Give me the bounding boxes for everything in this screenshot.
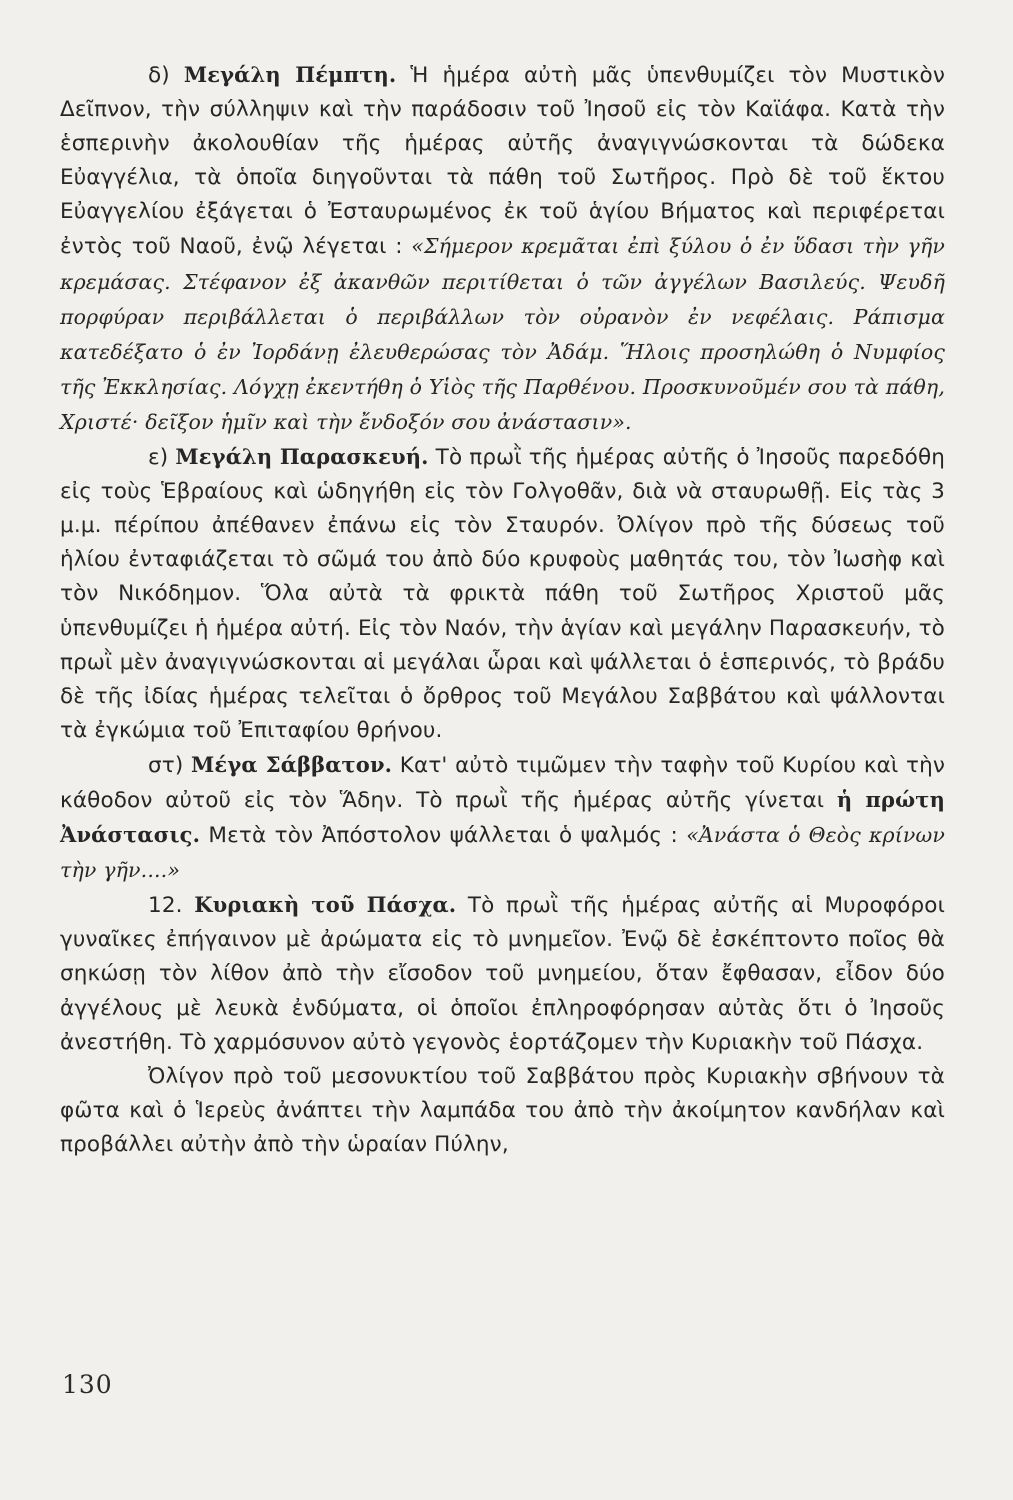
section-quote: «Ἀνάστα ὁ Θεὸς κρίνων τὴν γῆν....» — [60, 823, 945, 883]
section-text: Κατ' αὐτὸ τιμῶμεν τὴν ταφὴν τοῦ Κυρίου καὶ τὴν κάθοδον αὐτοῦ εἰς τὸν Ἅδην. Τὸ πρωῒ τῆς ἡμέρας αὐτῆς γίνεται — [60, 752, 946, 813]
section-text: Τὸ πρωῒ τῆς ἡμέρας αὐτῆς αἱ Μυροφόροι γυναῖκες ἐπήγαινον μὲ ἀρώματα εἰς τὸ μνημεῖον. Ἐνῷ δὲ ἐσκέπτοντο ποῖος θὰ σηκώσῃ τὸν λίθον ἀπὸ τὴν εἴσοδον τοῦ μνημείου, ὅταν ἔφθασαν, εἶδον δύο ἀγγέλους μὲ λευκὰ ἐνδύματα, οἱ ὁποῖοι ἐπληροφόρησαν αὐτὰς ὅτι ὁ Ἰησοῦς ἀνεστήθη. Τὸ χαρμόσυνον αὐτὸ γεγονὸς ἑορτάζομεν τὴν Κυριακὴν τοῦ Πάσχα. — [60, 893, 946, 1055]
section-midnight-paragraph — [60, 1060, 945, 1162]
section-megali-pempti — [60, 58, 945, 440]
section-label: στ) — [148, 752, 184, 778]
section-heading: Μέγα Σάββατον. — [191, 751, 393, 777]
section-text: Τὸ πρωῒ τῆς ἡμέρας αὐτῆς ὁ Ἰησοῦς παρεδόθη εἰς τοὺς Ἑβραίους καὶ ὡδηγήθη εἰς τὸν Γολγοθᾶν, διὰ νὰ σταυρωθῇ. Εἰς τὰς 3 μ.μ. πέρίπου ἀπέθανεν ἐπάνω εἰς τὸν Σταυρόν. Ὀλίγον πρὸ τῆς δύσεως τοῦ ἡλίου ἐνταφιάζεται τὸ σῶμά του ἀπὸ δύο κρυφοὺς μαθητάς του, τὸν Ἰωσὴφ καὶ τὸν Νικόδημον. Ὅλα αὐτὰ τὰ φρικτὰ πάθη τοῦ Σωτῆρος Χριστοῦ μᾶς ὑπενθυμίζει ἡ ἡμέρα αὐτή. Εἰς τὸν Ναόν, τὴν ἁγίαν καὶ μεγάλην Παρασκευήν, τὸ πρωῒ μὲν ἀναγιγνώσκονται αἱ μεγάλαι ὧραι καὶ ψάλλεται ὁ ἑσπερινός, τὸ βράδυ δὲ τῆς ἰδίας ἡμέρας τελεῖται ὁ ὄρθρος τοῦ Μεγάλου Σαββάτου καὶ ψάλλονται τὰ ἐγκώμια τοῦ Ἐπιταφίου θρήνου. — [60, 445, 946, 743]
section-label: δ) — [148, 63, 170, 88]
section-text: Ἡ ἡμέρα αὐτὴ μᾶς ὑπενθυμίζει τὸν Μυστικὸν Δεῖπνον, τὴν σύλληψιν καὶ τὴν παράδοσιν τοῦ Ἰησοῦ εἰς τὸν Καϊάφα. Κατὰ τὴν ἑσπερινὴν ἀκολουθίαν τῆς ἡμέρας αὐτῆς ἀναγιγνώσκονται τὰ δώδεκα Εὐαγγέλια, τὰ ὁποῖα διηγοῦνται τὰ πάθη τοῦ Σωτῆρος. Πρὸ δὲ τοῦ ἕκτου Εὐαγγελίου ἐξάγεται ὁ Ἐσταυρωμένος ἐκ τοῦ ἁγίου Βήματος καὶ περιφέρεται ἐντὸς τοῦ Ναοῦ, ἐνῷ λέγεται : — [60, 63, 945, 260]
section-text: Ὀλίγον πρὸ τοῦ μεσονυκτίου τοῦ Σαββάτου πρὸς Κυριακὴν σβήνουν τὰ φῶτα καὶ ὁ Ἱερεὺς ἀνάπτει τὴν λαμπάδα του ἀπὸ τὴν ἀκοίμητον κανδήλαν καὶ προβάλλει αὐτὴν ἀπὸ τὴν ὡραίαν Πύλην, — [60, 1063, 945, 1157]
section-bold-phrase: ἡ πρώτη Ἀνάστασις. — [60, 786, 945, 848]
section-heading: Μεγάλη Παρασκευή. — [175, 444, 429, 470]
section-label: 12. — [148, 893, 183, 919]
section-text-continued: Μετὰ τὸν Ἀπόστολον ψάλλεται ὁ ψαλμός : — [200, 823, 687, 849]
section-heading: Μεγάλη Πέμπτη. — [183, 62, 397, 87]
section-kyriaki-tou-pascha — [60, 888, 945, 1059]
page-number: 130 — [62, 1370, 113, 1399]
section-label: ε) — [148, 445, 169, 471]
section-heading: Κυριακὴ τοῦ Πάσχα. — [194, 892, 457, 918]
page-body — [60, 58, 945, 1162]
section-mega-savvaton — [60, 748, 945, 888]
section-megali-paraskevi — [60, 440, 945, 748]
section-quote: «Σήμερον κρεμᾶται ἐπὶ ξύλου ὁ ἐν ὕδασι τὴν γῆν κρεμάσας. Στέφανον ἐξ ἀκανθῶν περιτίθεται ὁ τῶν ἀγγέλων Βασιλεύς. Ψευδῆ πορφύραν περιβάλλεται ὁ περιβάλλων τὸν οὐρανὸν ἐν νεφέλαις. Ράπισμα κατεδέξατο ὁ ἐν Ἰορδάνῃ ἐλευθερώσας τὸν Ἀδάμ. Ἥλοις προσηλώθη ὁ Νυμφίος τῆς Ἐκκλησίας. Λόγχῃ ἐκεντήθη ὁ Υἱὸς τῆς Παρθένου. Προσκυνοῦμέν σου τὰ πάθη, Χριστέ· δεῖξον ἡμῖν καὶ τὴν ἔνδοξόν σου ἀνάστασιν». — [60, 234, 945, 434]
